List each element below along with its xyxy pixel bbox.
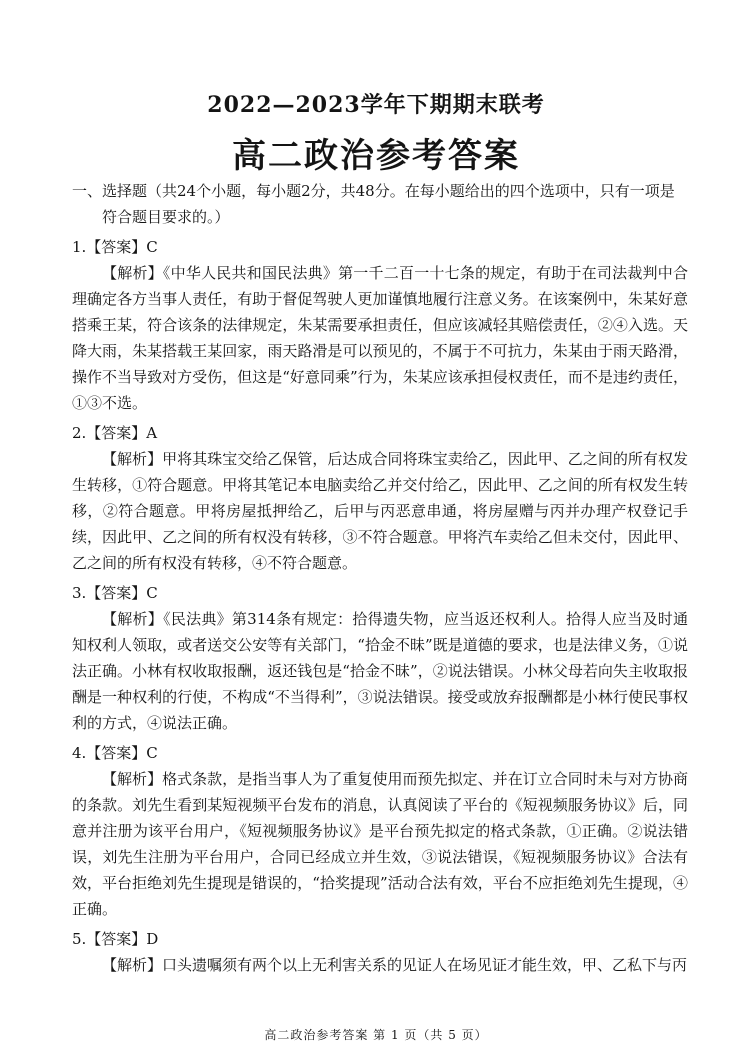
question-3-answer: 3.【答案】C bbox=[72, 584, 158, 602]
question-3-explanation: 【解析】《民法典》第314条有规定：拾得遗失物，应当返还权利人。拾得人应当及时通知权利人领取，或者送交公安等有关部门，“拾金不昧”既是道德的要求，也是法律义务，①说法正确。小林有权收取报酬，返还钱包是“拾金不昧”，②说法错误。小林父母若向失主收取报酬是一种权利的行使，不构成“不当得利”，③说法错误。接受或放弃报酬都是小林行使民事权利的方式，④说法正确。 bbox=[72, 610, 688, 732]
question-4-answer: 4.【答案】C bbox=[72, 744, 158, 762]
question-4-explanation: 【解析】格式条款，是指当事人为了重复使用而预先拟定、并在订立合同时未与对方协商的条款。刘先生看到某短视频平台发布的消息，认真阅读了平台的《短视频服务协议》后，同意并注册为该平台用户，《短视频服务协议》是平台预先拟定的格式条款，①正确。②说法错误，刘先生注册为平台用户，合同已经成立并生效，③说法错误，《短视频服务协议》合法有效，平台拒绝刘先生提现是错误的，“拾奖提现”活动合法有效，平台不应拒绝刘先生提现，④正确。 bbox=[72, 770, 688, 918]
question-1-answer: 1.【答案】C bbox=[72, 238, 158, 256]
answer-content bbox=[72, 178, 688, 978]
page-title: 高二政治参考答案 bbox=[232, 136, 520, 176]
question-1-explanation: 【解析】《中华人民共和国民法典》第一千二百一十七条的规定，有助于在司法裁判中合理确定各方当事人责任，有助于督促驾驶人更加谨慎地履行注意义务。在该案例中，朱某好意搭乘王某，符合该条的法律规定，朱某需要承担责任，但应该减轻其赔偿责任，②④入选。天降大雨，朱某搭载王某回家，雨天路滑是可以预见的，不属于不可抗力，朱某由于雨天路滑，操作不当导致对方受伤，但这是“好意同乘”行为，朱某应该承担侵权责任，而不是违约责任，①③不选。 bbox=[72, 264, 688, 412]
question-5-explanation: 【解析】口头遗嘱须有两个以上无利害关系的见证人在场见证才能生效，甲、乙私下与丙 bbox=[102, 956, 688, 974]
question-5-answer: 5.【答案】D bbox=[72, 930, 159, 948]
section-heading: 一、选择题（共24个小题，每小题2分，共48分。在每小题给出的四个选项中，只有一项是符合题目要求的。） bbox=[72, 182, 675, 226]
exam-title: 2022—2023学年下期期末联考 bbox=[207, 92, 545, 118]
page-footer: 高二政治参考答案 第 1 页（共 5 页） bbox=[264, 1028, 488, 1042]
question-2-explanation: 【解析】甲将其珠宝交给乙保管，后达成合同将珠宝卖给乙，因此甲、乙之间的所有权发生转移，①符合题意。甲将其笔记本电脑卖给乙并交付给乙，因此甲、乙之间的所有权发生转移，②符合题意。甲将房屋抵押给乙，后甲与丙恶意串通，将房屋赠与丙并办理产权登记手续，因此甲、乙之间的所有权没有转移，③不符合题意。甲将汽车卖给乙但未交付，因此甲、乙之间的所有权没有转移，④不符合题意。 bbox=[72, 450, 688, 572]
question-2-answer: 2.【答案】A bbox=[72, 424, 158, 442]
